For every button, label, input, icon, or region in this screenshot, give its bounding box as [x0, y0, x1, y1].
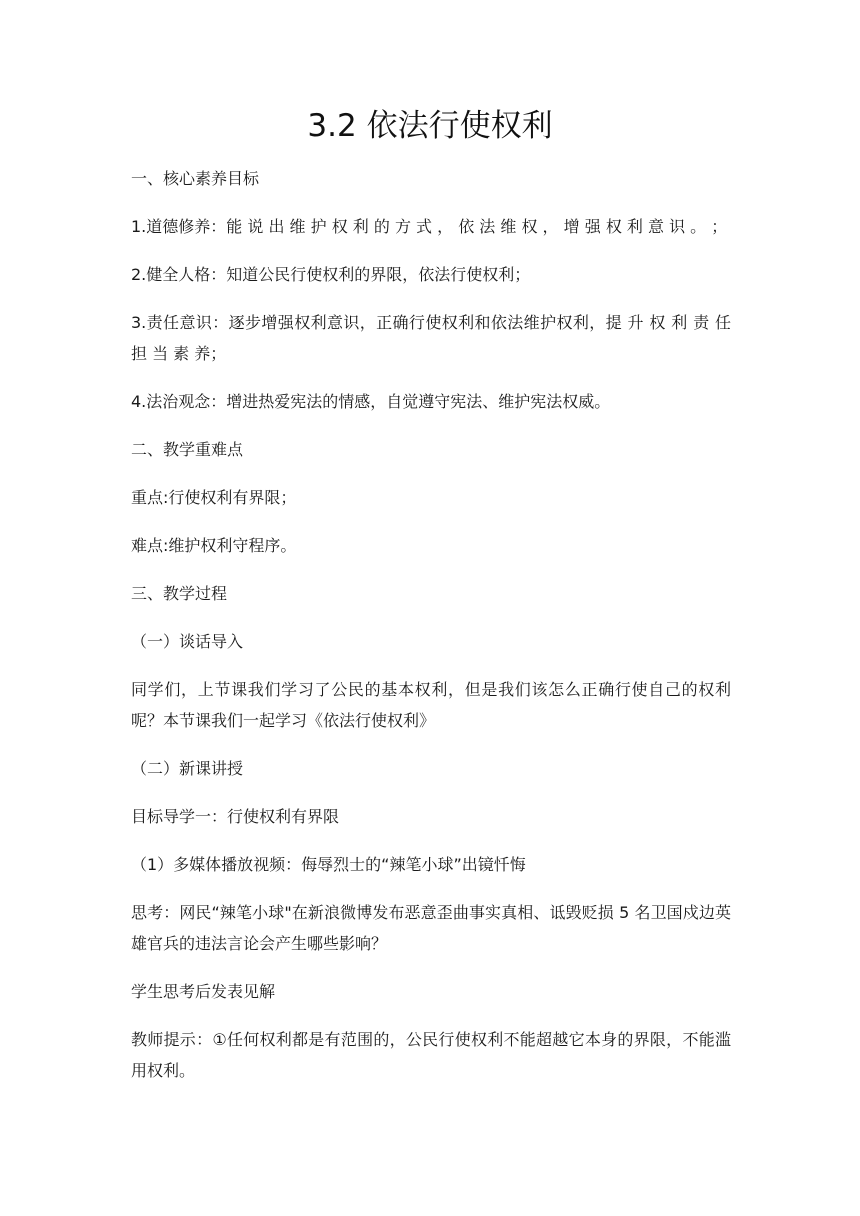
- subsection-heading-new-lesson: （二）新课讲授: [131, 759, 244, 778]
- subsection-heading-intro: （一）谈话导入: [131, 632, 244, 651]
- activity-video: （1）多媒体播放视频：侮辱烈士的“辣笔小球”出镜忏悔: [131, 855, 526, 874]
- goal-item-2: 2.健全人格：知道公民行使权利的界限，依法行使权利；: [131, 265, 531, 284]
- objective-heading-1: 目标导学一：行使权利有界限: [131, 807, 340, 826]
- goal-item-3: 3.责任意识：逐步增强权利意识，正确行使权利和依法维护权利，提 升 权 利 责 任 担 当 素 养；: [131, 313, 731, 363]
- section-heading-goals: 一、核心素养目标: [131, 169, 260, 188]
- document-body: [131, 163, 731, 1103]
- difficult-point: 难点:维护权利守程序。: [131, 536, 297, 555]
- teacher-hint: 教师提示：①任何权利都是有范围的，公民行使权利不能超越它本身的界限，不能滥用权利。: [131, 1030, 731, 1080]
- thinking-question: 思考：网民“辣笔小球"在新浪微博发布恶意歪曲事实真相、诋毁贬损 5 名卫国戍边英雄官兵的违法言论会产生哪些影响？: [131, 903, 731, 953]
- key-point: 重点:行使权利有界限；: [131, 488, 297, 507]
- section-heading-process: 三、教学过程: [131, 584, 228, 603]
- goal-item-1: 1.道德修养：能 说 出 维 护 权 利 的 方 式 ， 依 法 维 权 ， 增 强 权 利 意 识 。 ；: [131, 217, 728, 236]
- student-response: 学生思考后发表见解: [131, 982, 276, 1001]
- section-heading-key-points: 二、教学重难点: [131, 440, 244, 459]
- document-title: 3.2 依法行使权利: [307, 108, 553, 144]
- goal-item-4: 4.法治观念：增进热爱宪法的情感，自觉遵守宪法、维护宪法权威。: [131, 392, 611, 411]
- intro-paragraph: 同学们，上节课我们学习了公民的基本权利，但是我们该怎么正确行使自己的权利呢？本节课我们一起学习《依法行使权利》: [131, 680, 731, 730]
